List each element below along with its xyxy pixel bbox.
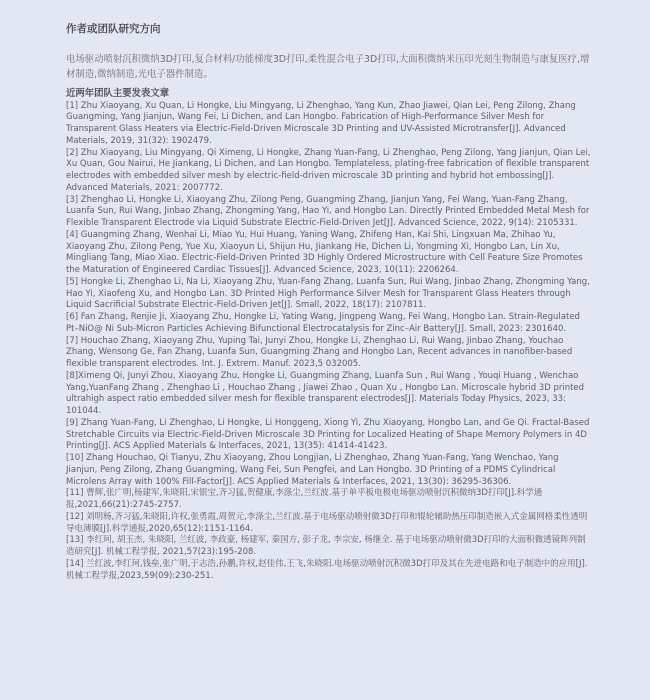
paper-item: [2] Zhu Xiaoyang, Liu Mingyang, Qi Ximeng, Li Hongke, Zhang Yuan-Fang, Li Zhenghao, Peng Zilong, Yang Jianjun, Qian Lei, Xu Quan, Gou Nairui, He Jiankang, Li Dichen, and Lan Hongbo. Templateless, plating-free fabrication of flexible transparent electrodes with embedded silver mesh by electric-field-driven microscale 3D printing and hybrid hot embossing[J]. Advanced Materials, 2021: 2007772. <box>66 147 591 193</box>
research-directions-text: 电场驱动喷射沉积微纳3D打印,复合材料/功能梯度3D打印,柔性混合电子3D打印,大面积微纳米压印光刻生物制造与康复医疗,增材制造,微纳制造,光电子器件制造。 <box>66 54 590 80</box>
paper-item: [3] Zhenghao Li, Hongke Li, Xiaoyang Zhu, Zilong Peng, Guangming Zhang, Jianjun Yang, Fei Wang, Yuan-Fang Zhang, Luanfa Sun, Rui Wang, Jinbao Zhang, Zhongming Yang, Hao Yi, and Hongbo Lan. Directly Printed Embedded Metal Mesh for Flexible Transparent Electrode via Liquid Substrate Electric-Field-Driven Jet[J]. Advanced Science, 2022, 9(14): 2105331. <box>66 194 590 228</box>
paper-item: [5] Hongke Li, Zhenghao Li, Na Li, Xiaoyang Zhu, Yuan-Fang Zhang, Luanfa Sun, Rui Wang, Jinbao Zhang, Zhongming Yang, Hao Yi, Xiaofeng Xu, and Hongbo Lan. 3D Printed High Performance Silver Mesh for Transparent Glass Heaters through Liquid Sacrificial Substrate Electric-Field-Driven Jet[J]. Small, 2022, 18(17): 2107811. <box>66 276 590 311</box>
paper-item: [1] Zhu Xiaoyang, Xu Quan, Li Hongke, Liu Mingyang, Li Zhenghao, Yang Kun, Zhao Jiawei, Qian Lei, Peng Zilong, Zhang Guangming, Yang Jianjun, Wang Fei, Li Dichen, and Lan Hongbo. Fabrication of High-Performance Silver Mesh for Transparent Glass Heaters via Electric-Field-Driven Microscale 3D Printing and UV-Assisted Microtransfer[J]. Advanced Materials, 2019, 31(32): 1902479. <box>66 100 576 146</box>
paper-item: [4] Guangming Zhang, Wenhai Li, Miao Yu, Hui Huang, Yaning Wang, Zhifeng Han, Kai Shi, Lingxuan Ma, Zhihao Yu, Xiaoyang Zhu, Zilong Peng, Yue Xu, Xiaoyun Li, Shijun Hu, Jiankang He, Dichen Li, Yongming Xi, Hongbo Lan, Lin Xu, Mingliang Tang, Miao Xiao. Electric-Field-Driven Printed 3D Highly Ordered Microstructure with Cell Feature Size Promotes the Maturation of Engineered Cardiac Tissues[J]. Advanced Science, 2023, 10(11): 2206264. <box>66 229 583 275</box>
paper-item: [12] 刘明杨,齐习猛,朱晓阳,许权,张勇霞,周贺元,李涤尘,兰红波.基于电场驱动喷射微3D打印和辊轮辅助热压印制造嵌入式金属网格柔性透明导电薄膜[J].科学通报,2020,65(12):1151-1164. <box>66 511 588 534</box>
paper-item: [11] 曹辉,张广明,杨建军,朱晓阳,宋银宝,齐习猛,贺健康,李涤尘,兰红波.基于单平板电极电场驱动喷射沉积微纳3D打印[J].科学通报,2021,66(21):2745-2757. <box>66 488 543 510</box>
papers-heading: 近两年团队主要发表文章 <box>66 88 170 99</box>
paper-item: [7] Houchao Zhang, Xiaoyang Zhu, Yuping Tai, Junyi Zhou, Hongke Li, Zhenghao Li, Rui Wang, Jinbao Zhang, Youchao Zhang, Wensong Ge, Fan Zhang, Luanfa Sun, Guangming Zhang and Hongbo Lan, Recent advances in nanofiber-based flexible transparent electrodes. Int. J. Extrem. Manuf. 2023,5 032005. <box>66 335 573 369</box>
paper-item: [13] 李红珂, 胡玉杰, 朱晓阳, 兰红波, 李政豪, 杨建军, 秦国方, 彭子龙, 李宗安, 杨继全. 基于电场驱动喷射微3D打印的大面积微透镜阵列制造研究[J]. 机械工程学报, 2021,57(23):195-208. <box>66 535 586 557</box>
paper-item: [9] Zhang Yuan-Fang, Li Zhenghao, Li Hongke, Li Honggeng, Xiong Yi, Zhu Xiaoyang, Hongbo Lan, and Ge Qi. Fractal-Based Stretchable Circuits via Electric-Field-Driven Microscale 3D Printing for Localized Heating of Shape Memory Polymers in 4D Printing[J]. ACS Applied Materials & Interfaces, 2021, 13(35): 41414-41423. <box>66 417 590 452</box>
paper-item: [10] Zhang Houchao, Qi Tianyu, Zhu Xiaoyang, Zhou Longjian, Li Zhenghao, Zhang Yuan-Fang, Yang Wenchao, Yang Jianjun, Peng Zilong, Zhang Guangming, Wang Fei, Sun Pengfei, and Lan Hongbo. 3D Printing of a PDMS Cylindrical Microlens Array with 100% Fill-Factor[J]. ACS Applied Materials & Interfaces, 2021, 13(30): 36295-36306. <box>66 453 559 487</box>
paper-item: [14] 兰红波,李红珂,钱垒,张广明,于志浩,孙鹏,许权,赵佳伟,王飞,朱晓阳.电场驱动喷射沉积微3D打印及其在先进电路和电子制造中的应用[J].机械工程学报,2023,59(09):230-251. <box>66 558 588 581</box>
section-title: 作者或团队研究方向 <box>66 23 161 35</box>
paper-item: [8]Ximeng Qi, Junyi Zhou, Xiaoyang Zhu, Hongke Li, Guangming Zhang, Luanfa Sun , Rui Wang , Youqi Huang , Wenchao Yang,YuanFang Zhang , Zhenghao Li , Houchao Zhang , Jiawei Zhao , Quan Xu , Hongbo Lan. Microscale hybrid 3D printed ultrahigh aspect ratio embedded silver mesh for flexible transparent electrodes[J]. Materials Today Physics, 2023, 33: 101044. <box>66 370 585 416</box>
paper-list <box>66 101 592 583</box>
paper-item: [6] Fan Zhang, Renjie Ji, Xiaoyang Zhu, Hongke Li, Yating Wang, Jingpeng Wang, Fei Wang, Hongbo Lan. Strain-Regulated Pt–NiO@ Ni Sub-Micron Particles Achieving Bifunctional Electrocatalysis for Zinc–Air Battery[J]. Small, 2023: 2301640. <box>66 312 580 334</box>
